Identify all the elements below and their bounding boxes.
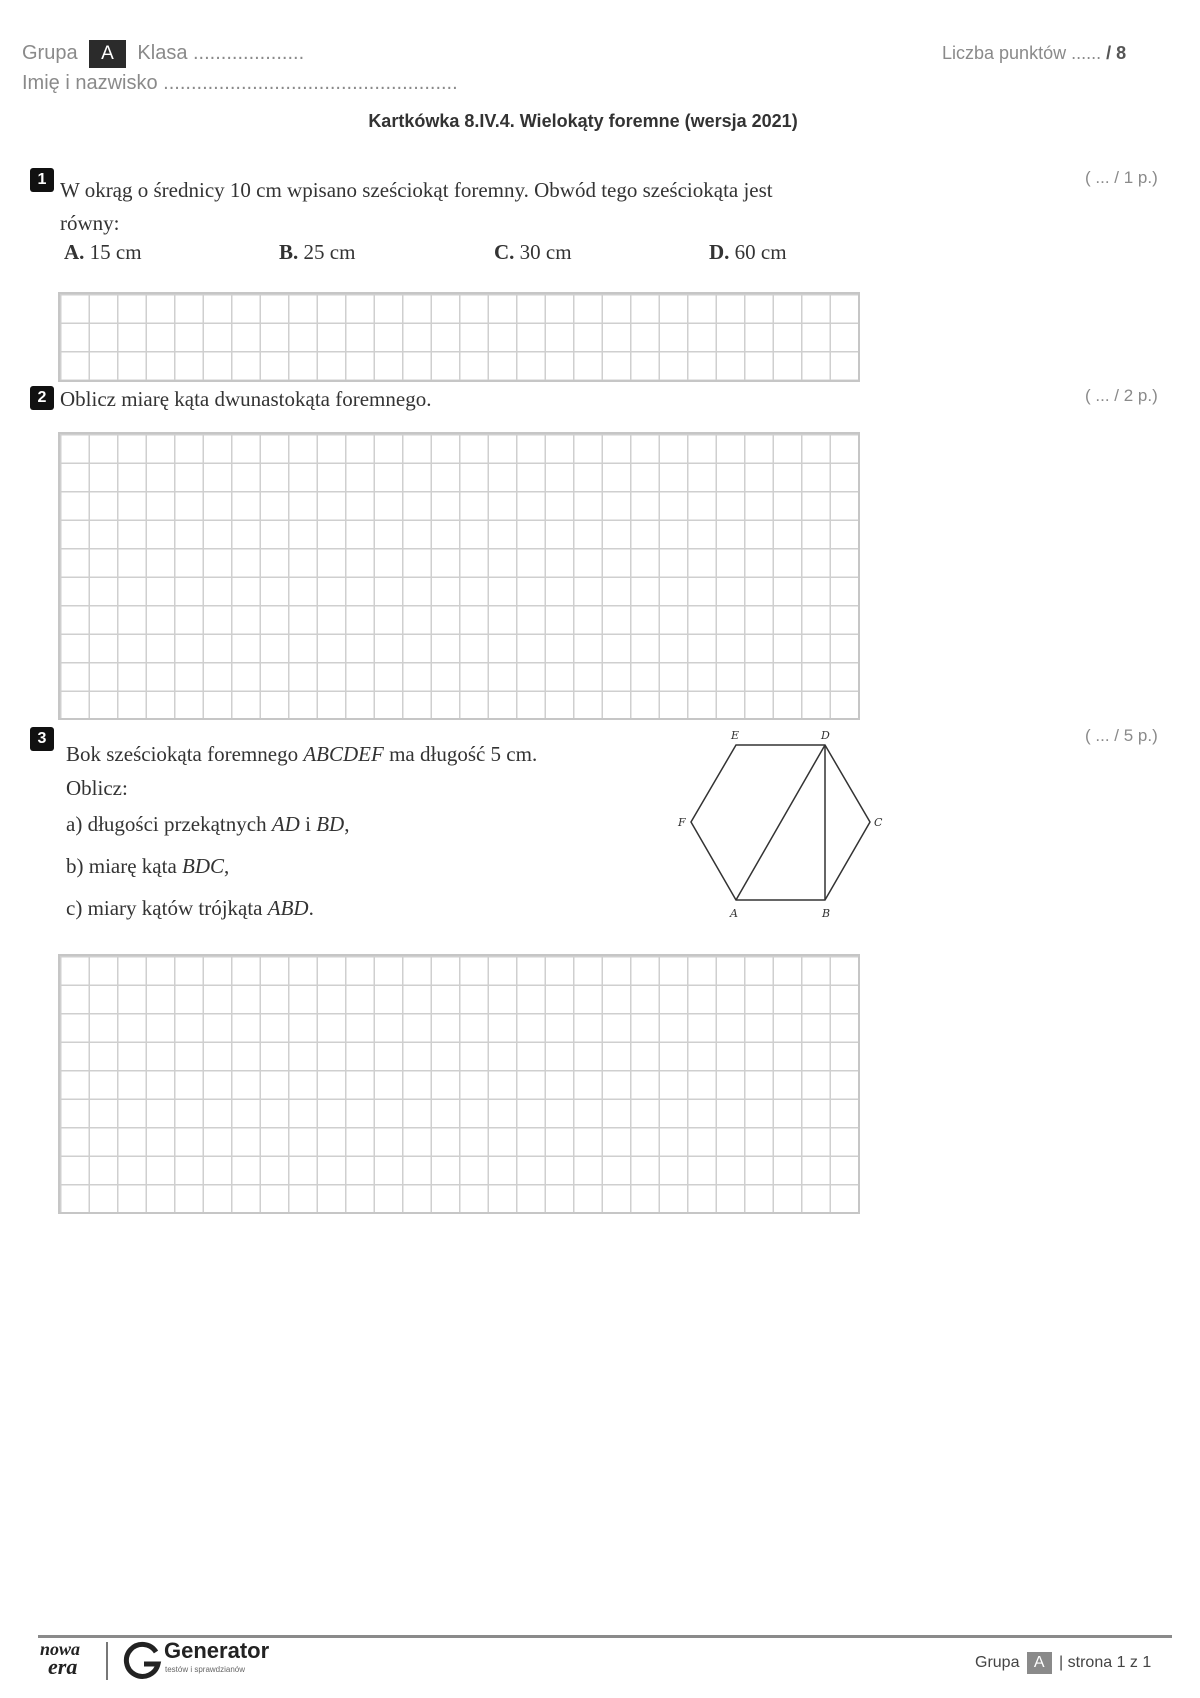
vertex-label-a: A bbox=[730, 907, 738, 920]
question-3-part-b bbox=[66, 854, 229, 879]
vertex-label-f: F bbox=[678, 816, 686, 829]
question-3-points: ( ... / 5 p.) bbox=[1085, 726, 1158, 745]
answer-b-letter: B. bbox=[279, 240, 299, 264]
answer-d-letter: D. bbox=[709, 240, 730, 264]
question-1-answer-grid[interactable] bbox=[58, 292, 860, 382]
answer-c-value: 30 cm bbox=[519, 240, 572, 264]
part-a-math2: BD bbox=[316, 812, 345, 836]
generator-logo-icon bbox=[122, 1640, 162, 1680]
footer-page-info bbox=[975, 1652, 1151, 1674]
footer-page-number: strona 1 z 1 bbox=[1067, 1654, 1152, 1671]
answer-c[interactable] bbox=[494, 240, 572, 265]
class-label: Klasa bbox=[137, 42, 188, 64]
part-b-math: BDC bbox=[182, 854, 225, 878]
points-field[interactable]: ...... bbox=[1071, 43, 1102, 63]
question-3-part-c bbox=[66, 896, 314, 921]
part-b-pre: b) miarę kąta bbox=[66, 854, 183, 878]
question-1-text-line2: równy: bbox=[60, 211, 120, 235]
answer-b-value: 25 cm bbox=[303, 240, 356, 264]
vertex-label-c: C bbox=[874, 816, 883, 829]
part-c-post: . bbox=[308, 896, 314, 920]
logo-era-text: era bbox=[48, 1654, 78, 1679]
part-a-math1: AD bbox=[271, 812, 300, 836]
question-2-text: Oblicz miarę kąta dwunastokąta foremnego. bbox=[60, 387, 432, 411]
answer-d[interactable] bbox=[709, 240, 787, 265]
question-1-points: ( ... / 1 p.) bbox=[1085, 168, 1158, 187]
question-2-number: 2 bbox=[30, 386, 54, 410]
name-label: Imię i nazwisko bbox=[22, 72, 158, 94]
part-b-post: , bbox=[224, 854, 230, 878]
logo-nowa-text: nowa bbox=[40, 1639, 81, 1659]
answer-b[interactable] bbox=[279, 240, 355, 265]
generator-logo-subtitle: testów i sprawdzianów bbox=[165, 1665, 246, 1674]
question-3-line2: Oblicz: bbox=[66, 776, 128, 800]
header-group-line bbox=[22, 40, 304, 68]
vertex-label-e: E bbox=[731, 729, 740, 742]
vertex-label-d: D bbox=[821, 729, 830, 742]
part-a-post: , bbox=[344, 812, 350, 836]
question-1-number: 1 bbox=[30, 168, 54, 192]
question-3-number: 3 bbox=[30, 727, 54, 751]
points-total: / 8 bbox=[1106, 43, 1127, 63]
vertex-label-b: B bbox=[822, 907, 831, 920]
page-title: Kartkówka 8.IV.4. Wielokąty foremne (wersja 2021) bbox=[368, 111, 798, 131]
answer-a-letter: A. bbox=[64, 240, 85, 264]
question-3-intro-pre: Bok sześciokąta foremnego bbox=[66, 742, 304, 766]
diagonal-ad bbox=[736, 745, 825, 900]
question-3-intro-math: ABCDEF bbox=[303, 742, 384, 766]
generator-logo-text: Generator bbox=[164, 1638, 270, 1663]
answer-d-value: 60 cm bbox=[734, 240, 787, 264]
footer-group-label: Grupa bbox=[975, 1654, 1020, 1671]
header-name-line bbox=[22, 72, 458, 95]
question-3-answer-grid[interactable] bbox=[58, 954, 860, 1214]
footer-group-badge: A bbox=[1027, 1652, 1052, 1674]
answer-a[interactable] bbox=[64, 240, 142, 265]
question-3-intro-post: ma długość 5 cm. bbox=[383, 742, 538, 766]
question-3-part-a bbox=[66, 812, 349, 837]
logo-separator bbox=[106, 1642, 108, 1680]
answer-c-letter: C. bbox=[494, 240, 515, 264]
nowa-era-logo bbox=[40, 1639, 102, 1679]
part-a-mid: i bbox=[299, 812, 317, 836]
points-header bbox=[942, 43, 1126, 64]
name-field[interactable]: ..................................................... bbox=[163, 72, 458, 94]
question-2-points: ( ... / 2 p.) bbox=[1085, 386, 1158, 405]
question-1-text-line1: W okrąg o średnicy 10 cm wpisano sześciokąt foremny. Obwód tego sześciokąta jest bbox=[60, 178, 773, 202]
class-field[interactable]: .................... bbox=[193, 42, 305, 64]
question-2-answer-grid[interactable] bbox=[58, 432, 860, 720]
question-3-intro bbox=[66, 742, 537, 767]
part-c-pre: c) miary kątów trójkąta bbox=[66, 896, 268, 920]
footer-separator: | bbox=[1059, 1654, 1064, 1671]
hexagon-figure bbox=[670, 725, 890, 925]
group-label: Grupa bbox=[22, 42, 78, 64]
answer-a-value: 15 cm bbox=[89, 240, 142, 264]
part-a-pre: a) długości przekątnych bbox=[66, 812, 272, 836]
group-badge: A bbox=[89, 40, 126, 68]
part-c-math: ABD bbox=[267, 896, 309, 920]
points-label: Liczba punktów bbox=[942, 43, 1067, 63]
